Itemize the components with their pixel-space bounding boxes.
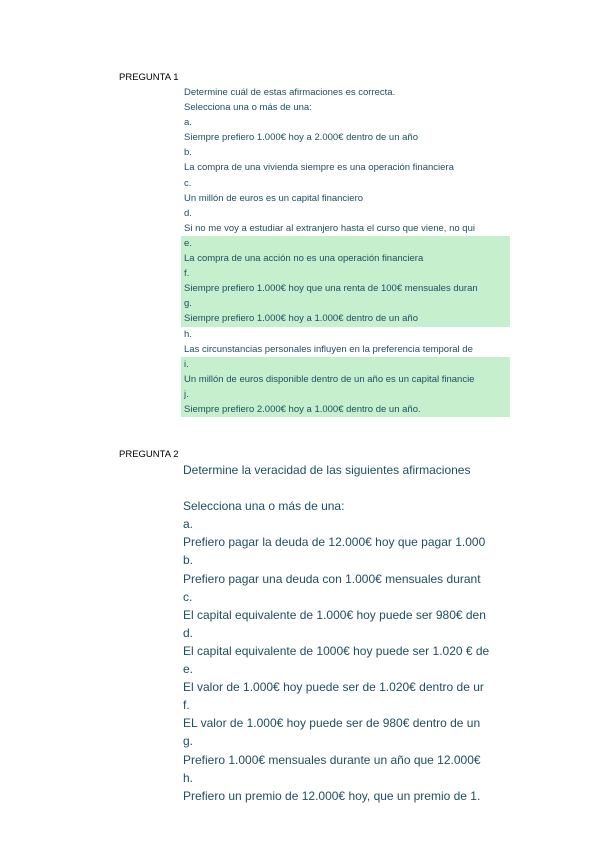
- question-text-line: El capital equivalente de 1000€ hoy puede ser 1.020 € de: [183, 643, 490, 658]
- question-text-line: La compra de una vivienda siempre es una operación financiera: [184, 162, 454, 174]
- question-text-line: c.: [184, 177, 192, 189]
- question-text-line: Selecciona una o más de una:: [183, 499, 345, 514]
- question-text-line: f.: [183, 698, 190, 713]
- question-text-line: Prefiero pagar la deuda de 12.000€ hoy que pagar 1.000: [183, 535, 486, 550]
- question-text-line: Las circunstancias personales influyen en la preferencia temporal de: [184, 343, 473, 355]
- question-text-line: g.: [183, 734, 194, 749]
- answer-line-highlighted: j.: [181, 387, 510, 402]
- question-text-line: Prefiero 1.000€ mensuales durante un año que 12.000€: [183, 752, 481, 767]
- question-text-line: d.: [184, 207, 192, 219]
- question-text-line: El capital equivalente de 1.000€ hoy puede ser 980€ den: [183, 607, 486, 622]
- answer-line-highlighted: Siempre prefiero 1.000€ hoy a 1.000€ dentro de un año: [181, 311, 510, 326]
- question-text-line: [181, 479, 510, 497]
- question-1-label: PREGUNTA 1: [119, 72, 179, 83]
- answer-line-highlighted: g.: [181, 296, 510, 311]
- question-text-line: El valor de 1.000€ hoy puede ser de 1.020€ dentro de ur: [183, 680, 484, 695]
- answer-line-highlighted: Siempre prefiero 2.000€ hoy a 1.000€ dentro de un año.: [181, 402, 510, 417]
- question-text-line: Prefiero un premio de 12.000€ hoy, que un premio de 1.: [183, 788, 481, 803]
- question-text-line: Prefiero pagar una deuda con 1.000€ mensuales durant: [183, 571, 481, 586]
- question-1-block: [181, 85, 510, 417]
- question-text-line: h.: [184, 328, 192, 340]
- question-text-line: Determine la veracidad de las siguientes afirmaciones: [183, 463, 471, 477]
- question-text-line: c.: [183, 589, 193, 604]
- answer-line-highlighted: e.: [181, 236, 510, 251]
- answer-line-highlighted: i.: [181, 357, 510, 372]
- question-text-line: Un millón de euros es un capital financiero: [184, 192, 364, 204]
- question-2-block: [181, 461, 510, 805]
- question-text-line: b.: [183, 553, 194, 568]
- answer-line-highlighted: Siempre prefiero 1.000€ hoy que una renta de 100€ mensuales duran: [181, 281, 510, 296]
- answer-line-highlighted: Un millón de euros disponible dentro de un año es un capital financie: [181, 372, 510, 387]
- question-text-line: a.: [183, 517, 194, 532]
- question-text-line: EL valor de 1.000€ hoy puede ser de 980€ dentro de un: [183, 716, 481, 731]
- question-text-line: b.: [184, 147, 192, 159]
- question-text-line: Selecciona una o más de una:: [184, 102, 312, 114]
- answer-line-highlighted: f.: [181, 266, 510, 281]
- question-text-line: Determine cuál de estas afirmaciones es correcta.: [184, 87, 396, 98]
- answer-line-highlighted: La compra de una acción no es una operación financiera: [181, 251, 510, 266]
- question-2-label: PREGUNTA 2: [119, 449, 179, 460]
- question-text-line: d.: [183, 625, 194, 640]
- question-text-line: Siempre prefiero 1.000€ hoy a 2.000€ dentro de un año: [184, 132, 418, 144]
- question-text-line: Si no me voy a estudiar al extranjero hasta el curso que viene, no qui: [184, 222, 475, 234]
- question-text-line: h.: [183, 770, 194, 785]
- question-text-line: e.: [183, 662, 194, 677]
- question-text-line: a.: [184, 117, 192, 129]
